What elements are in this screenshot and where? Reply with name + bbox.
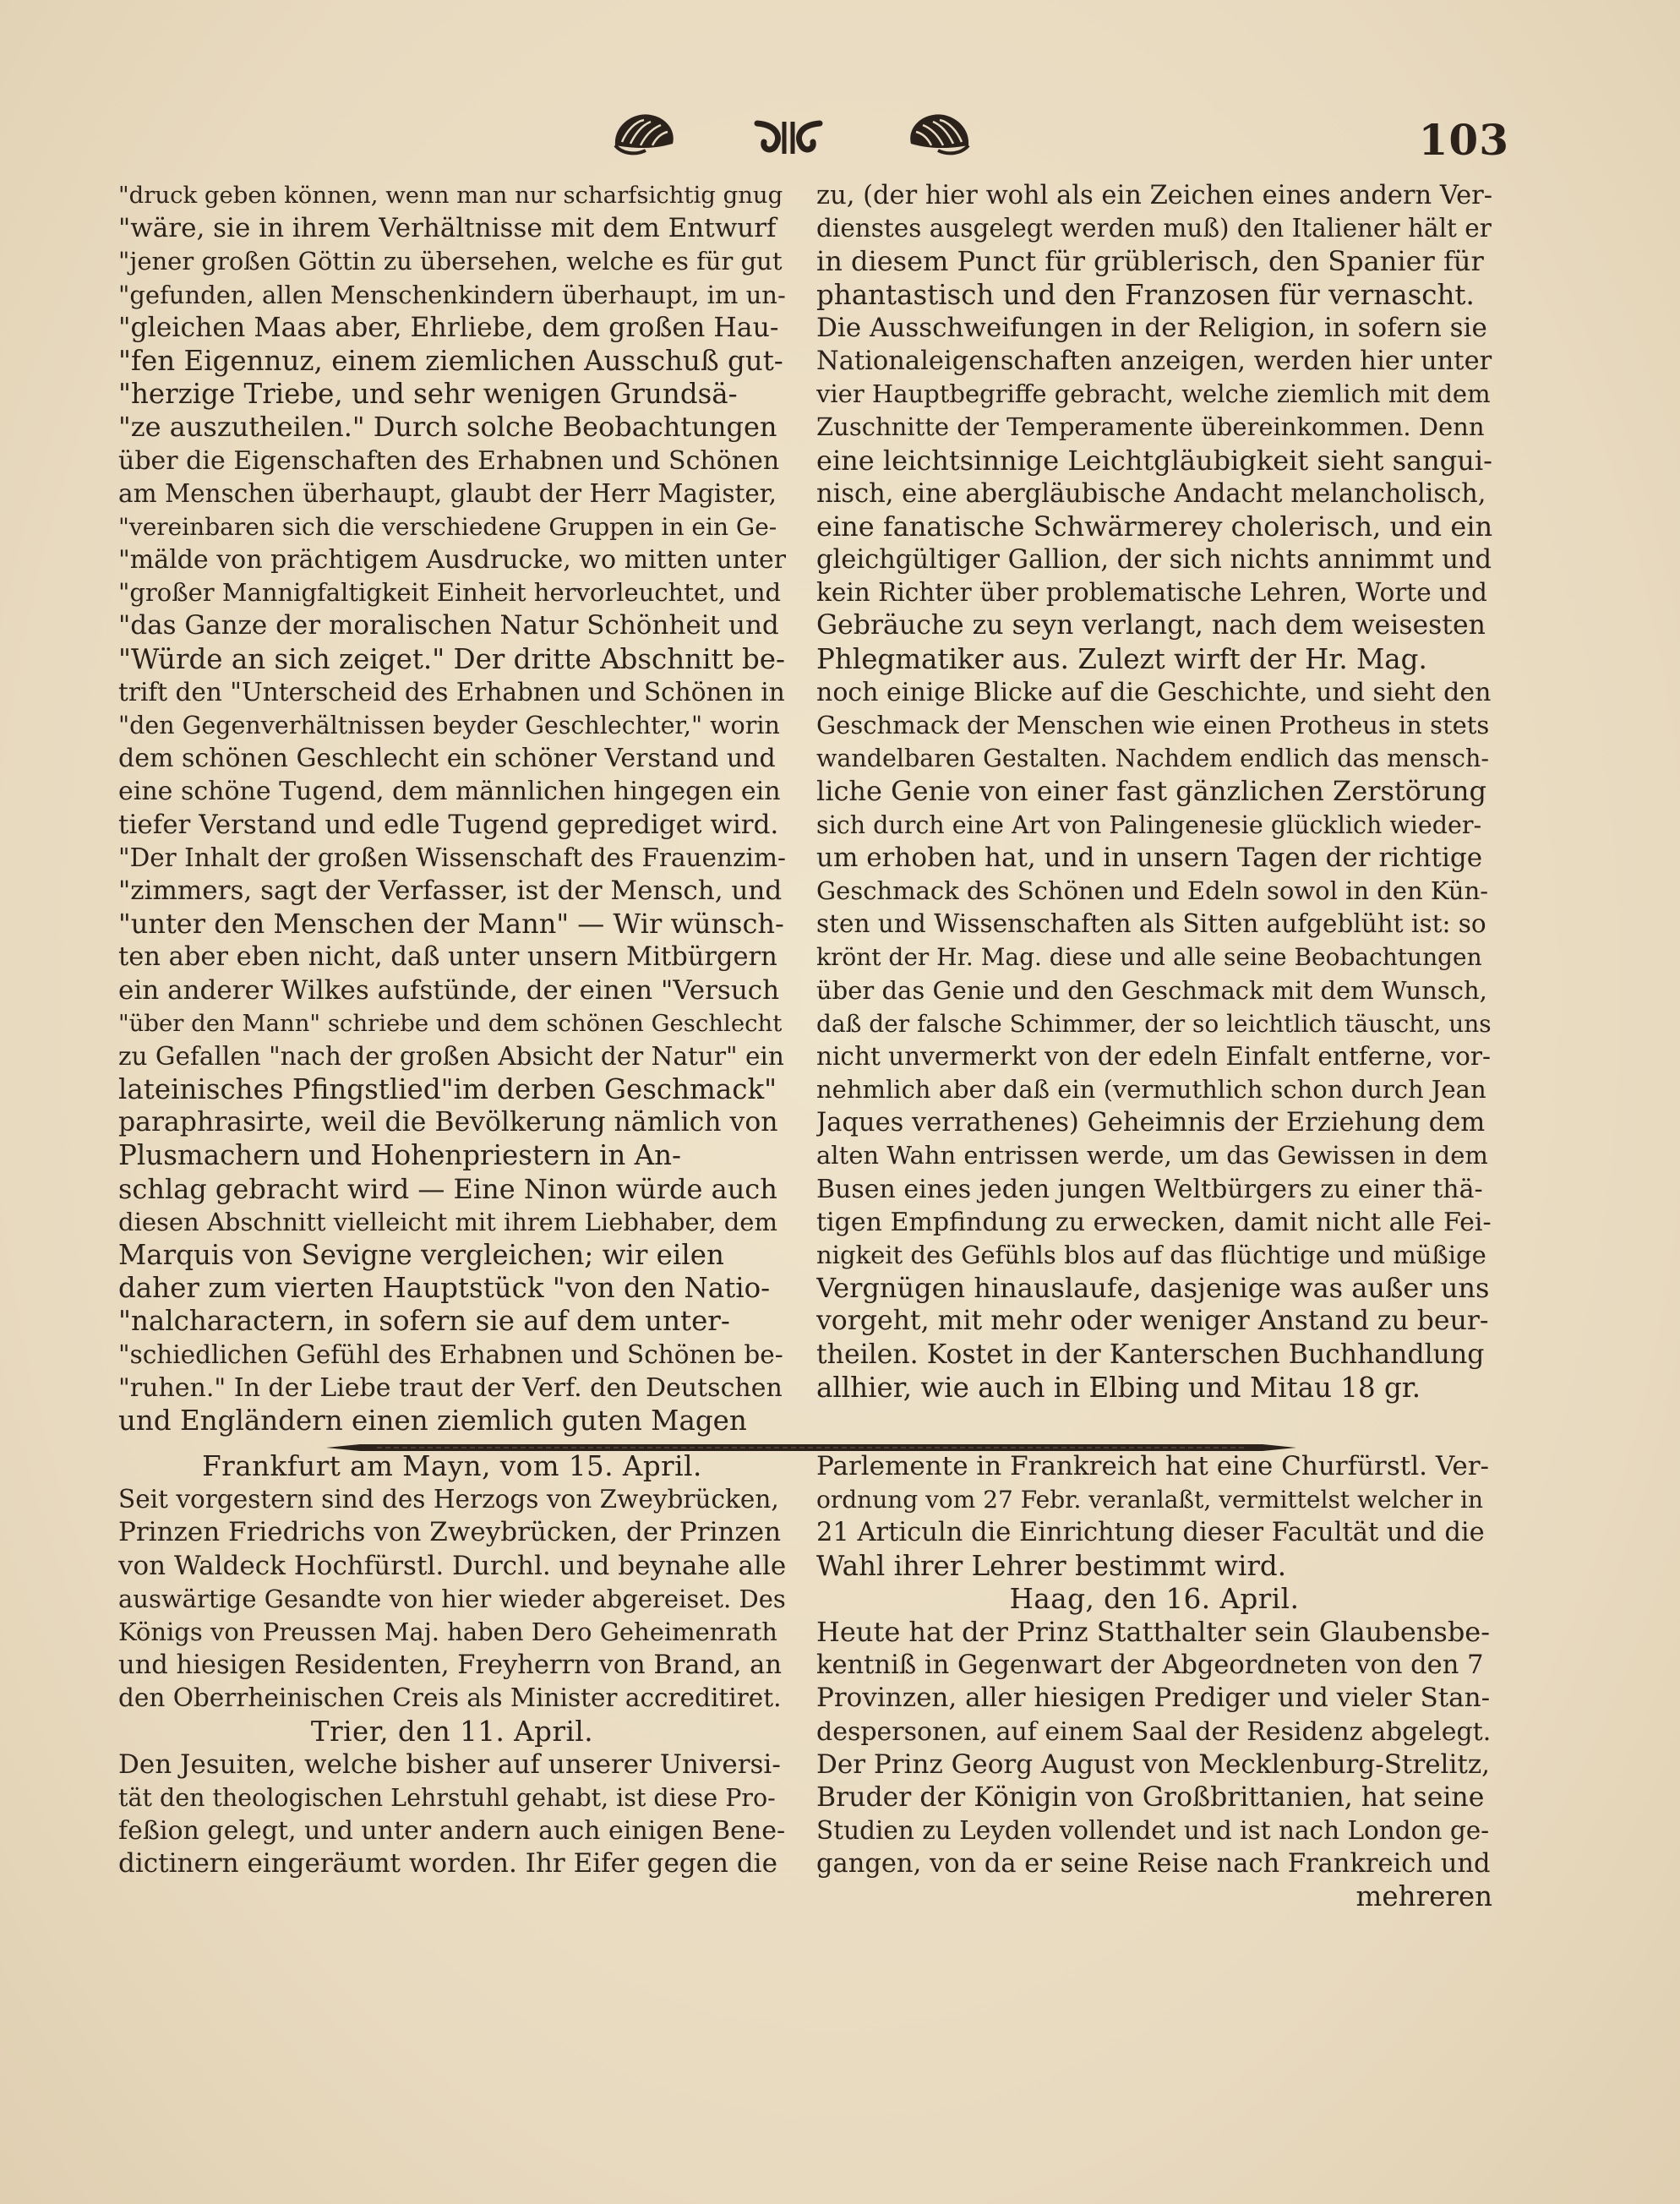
text-line: "über den Mann" schriebe und dem schönen Geschlecht (118, 1009, 783, 1037)
text-line: sich durch eine Art von Palingenesie glücklich wieder- (816, 810, 1482, 839)
text-line: vier Hauptbegriffe gebracht, welche ziemlich mit dem (816, 379, 1491, 409)
text-line: "herzige Triebe, und sehr wenigen Grundsä- (118, 378, 738, 411)
text-line: gleichgültiger Gallion, der sich nichts annimmt und (816, 545, 1492, 576)
catchword: mehreren (1355, 1880, 1492, 1913)
text-line: paraphrasirte, weil die Bevölkerung nämlich von (118, 1107, 778, 1138)
text-line: "mälde von prächtigem Ausdrucke, wo mitten unter (118, 545, 786, 576)
text-line: "zimmers, sagt der Verfasser, ist der Mensch, und (118, 875, 783, 906)
text-line: wandelbaren Gestalten. Nachdem endlich das mensch- (816, 745, 1489, 773)
text-line: Busen eines jeden jungen Weltbürgers zu einer thä- (816, 1174, 1483, 1204)
dateline-frankfurt: Frankfurt am Mayn, vom 15. April. (202, 1450, 702, 1482)
text-line: kentniß in Gegenwart der Abgeordneten von den 7 (816, 1650, 1484, 1681)
text-line: "das Ganze der moralischen Natur Schönheit und (118, 610, 779, 641)
text-line: Plusmachern und Hohenpriestern in An- (118, 1139, 682, 1172)
text-line: Studien zu Leyden vollendet und ist nach London ge- (816, 1816, 1490, 1846)
page-number: 103 (1418, 115, 1509, 165)
text-line: 21 Articuln die Einrichtung dieser Facultät und die (816, 1518, 1485, 1548)
text-line: nicht unvermerkt von der edeln Einfalt entferne, vor- (816, 1041, 1491, 1071)
shell-ornament-icon (610, 108, 679, 159)
text-line: zu, (der hier wohl als ein Zeichen eines andern Ver- (816, 181, 1492, 210)
text-line: ten aber eben nicht, daß unter unsern Mitbürgern (118, 942, 777, 973)
text-line: Provinzen, aller hiesigen Prediger und vieler Stan- (816, 1683, 1491, 1714)
text-line: schlag gebracht wird — Eine Ninon würde auch (118, 1172, 777, 1205)
text-line: alten Wahn entrissen werde, um das Gewissen in dem (816, 1141, 1488, 1170)
text-line: diesen Abschnitt vielleicht mit ihrem Liebhaber, dem (118, 1207, 777, 1236)
text-line: tigen Empfindung zu erwecken, damit nicht alle Fei- (816, 1207, 1492, 1237)
text-line: Seit vorgestern sind des Herzogs von Zweybrücken, (118, 1485, 779, 1514)
text-line: Zuschnitte der Temperamente übereinkommen. Denn (816, 412, 1485, 442)
text-line: Geschmack der Menschen wie einen Protheus in stets (816, 711, 1490, 739)
text-line: krönt der Hr. Mag. diese und alle seine Beobachtungen (816, 943, 1482, 972)
text-line: von Waldeck Hochfürstl. Durchl. und beynahe alle (118, 1550, 786, 1581)
review-right-column (816, 179, 1492, 1405)
review-left-column (118, 179, 786, 1438)
text-line: Königs von Preussen Maj. haben Dero Geheimenrath (118, 1617, 777, 1646)
text-line: Wahl ihrer Lehrer bestimmt wird. (816, 1549, 1287, 1582)
text-line: "Würde an sich zeiget." Der dritte Abschnitt be- (118, 642, 785, 675)
text-line: tät den theologischen Lehrstuhl gehabt, ist diese Pro- (118, 1783, 776, 1812)
news-left-column (118, 1450, 786, 1880)
text-line: eine fanatische Schwärmerey cholerisch, und ein (816, 510, 1492, 543)
text-line: Parlemente in Frankreich hat eine Churfürstl. Ver- (816, 1451, 1490, 1481)
text-line: "schiedlichen Gefühl des Erhabnen und Schönen be- (118, 1339, 783, 1369)
text-line: "nalcharactern, in sofern sie auf dem unter- (118, 1305, 730, 1338)
text-line: despersonen, auf einem Saal der Residenz abgelegt. (816, 1716, 1492, 1747)
text-line: tiefer Verstand und edle Tugend geprediget wird. (118, 809, 779, 840)
text-line: über die Eigenschaften des Erhabnen und Schönen (118, 445, 780, 476)
text-line: den Oberrheinischen Creis als Minister accreditiret. (118, 1683, 782, 1713)
text-line: in diesem Punct für grüblerisch, den Spanier für (816, 245, 1484, 278)
text-line: theilen. Kostet in der Kanterschen Buchhandlung (816, 1339, 1485, 1370)
text-line: über das Genie und den Geschmack mit dem Wunsch, (816, 975, 1487, 1005)
text-line: dictinern eingeräumt worden. Ihr Eifer gegen die (118, 1848, 777, 1879)
text-line: "gleichen Maas aber, Ehrliebe, dem großen Hau- (118, 312, 779, 343)
text-line: feßion gelegt, und unter andern auch einigen Bene- (118, 1816, 786, 1847)
text-line: "ruhen." In der Liebe traut der Verf. den Deutschen (118, 1372, 783, 1403)
text-line: Bruder der Königin von Großbrittanien, hat seine (816, 1781, 1485, 1813)
text-line: Den Jesuiten, welche bisher auf unserer Universi- (118, 1748, 781, 1780)
text-line: "jener großen Göttin zu übersehen, welche es für gut (118, 247, 783, 276)
text-line: dienstes ausgelegt werden muß) den Italiener hält er (816, 214, 1492, 243)
shell-ornament-icon (904, 108, 974, 159)
text-line: liche Genie von einer fast gänzlichen Zerstörung (816, 775, 1487, 808)
text-line: ordnung vom 27 Febr. veranlaßt, vermittelst welcher in (816, 1486, 1484, 1514)
text-line: "wäre, sie in ihrem Verhältnisse mit dem Entwurf (118, 213, 777, 244)
text-line: "fen Eigennuz, einem ziemlichen Ausschuß gut- (118, 344, 783, 377)
text-line: Nationaleigenschaften anzeigen, werden hier unter (816, 346, 1492, 376)
text-line: am Menschen überhaupt, glaubt der Herr Magister, (118, 478, 777, 508)
text-line: "Der Inhalt der großen Wissenschaft des Frauenzim- (118, 843, 786, 872)
text-line: nisch, eine abergläubische Andacht melancholisch, (816, 478, 1486, 509)
text-line: zu Gefallen "nach der großen Absicht der Natur" ein (118, 1041, 784, 1071)
text-line: eine leichtsinnige Leichtgläubigkeit sieht sangui- (816, 444, 1492, 477)
text-line: Prinzen Friedrichs von Zweybrücken, der Prinzen (118, 1517, 782, 1548)
scroll-ornament-icon (752, 117, 825, 159)
text-line: "großer Mannigfaltigkeit Einheit hervorleuchtet, und (118, 578, 782, 608)
text-line: Phlegmatiker aus. Zulezt wirft der Hr. Mag. (816, 642, 1427, 675)
text-line: "vereinbaren sich die verschiedene Gruppen in ein Ge- (118, 512, 777, 541)
text-line: Geschmack des Schönen und Edeln sowol in den Kün- (816, 876, 1489, 905)
text-line: "ze auszutheilen." Durch solche Beobachtungen (118, 411, 777, 444)
text-line: daher zum vierten Hauptstück "von den Natio- (118, 1272, 771, 1305)
text-line: dem schönen Geschlecht ein schöner Verstand und (118, 744, 776, 774)
dateline-trier: Trier, den 11. April. (310, 1715, 594, 1748)
text-line: Jaques verrathenes) Geheimnis der Erziehung dem (816, 1108, 1486, 1138)
text-line: Gebräuche zu seyn verlangt, nach dem weisesten (816, 610, 1486, 641)
text-line: um erhoben hat, und in unsern Tagen der richtige (816, 842, 1483, 873)
text-line: kein Richter über problematische Lehren, Worte und (816, 578, 1487, 608)
text-line: daß der falsche Schimmer, der so leichtlich täuscht, uns (816, 1009, 1492, 1038)
text-line: "den Gegenverhältnissen beyder Geschlechter," worin (118, 712, 780, 739)
text-line: Die Ausschweifungen in der Religion, in sofern sie (816, 312, 1487, 343)
text-line: "druck geben können, wenn man nur scharfsichtig gnug (118, 182, 783, 209)
text-line: "gefunden, allen Menschenkindern überhaupt, im un- (118, 280, 786, 309)
text-line: noch einige Blicke auf die Geschichte, und sieht den (816, 677, 1492, 707)
text-line: lateinisches Pfingstlied"im derben Geschmack" (118, 1073, 777, 1106)
text-line: auswärtige Gesandte von hier wieder abgereiset. Des (118, 1584, 786, 1613)
text-line: "unter den Menschen der Mann" — Wir wünsch- (118, 908, 784, 941)
text-line: eine schöne Tugend, dem männlichen hingegen ein (118, 777, 781, 807)
text-line: nehmlich aber daß ein (vermuthlich schon durch Jean (816, 1075, 1486, 1105)
text-line: Heute hat der Prinz Statthalter sein Glaubensbe- (816, 1615, 1491, 1648)
text-line: und Engländern einen ziemlich guten Magen (118, 1404, 747, 1437)
news-right-column (816, 1450, 1492, 1914)
text-line: und hiesigen Residenten, Freyherrn von Brand, an (118, 1650, 782, 1681)
text-line: vorgeht, mit mehr oder weniger Anstand zu beur- (816, 1306, 1489, 1337)
text-line: allhier, wie auch in Elbing und Mitau 18 gr. (816, 1371, 1421, 1404)
text-line: Der Prinz Georg August von Mecklenburg-Strelitz, (816, 1748, 1491, 1780)
text-line: gangen, von da er seine Reise nach Frankreich und (816, 1849, 1491, 1879)
text-line: Marquis von Sevigne vergleichen; wir eilen (118, 1239, 724, 1271)
text-line: sten und Wissenschaften als Sitten aufgeblüht ist: so (816, 909, 1486, 939)
dateline-haag: Haag, den 16. April. (1009, 1582, 1300, 1615)
text-line: trift den "Unterscheid des Erhabnen und Schönen in (118, 677, 785, 706)
text-line: nigkeit des Gefühls blos auf das flüchtige und müßige (816, 1241, 1486, 1269)
text-line: ein anderer Wilkes aufstünde, der einen "Versuch (118, 974, 780, 1006)
text-line: Vergnügen hinauslaufe, dasjenige was außer uns (816, 1272, 1490, 1305)
text-line: phantastisch und den Franzosen für vernascht. (816, 278, 1475, 311)
